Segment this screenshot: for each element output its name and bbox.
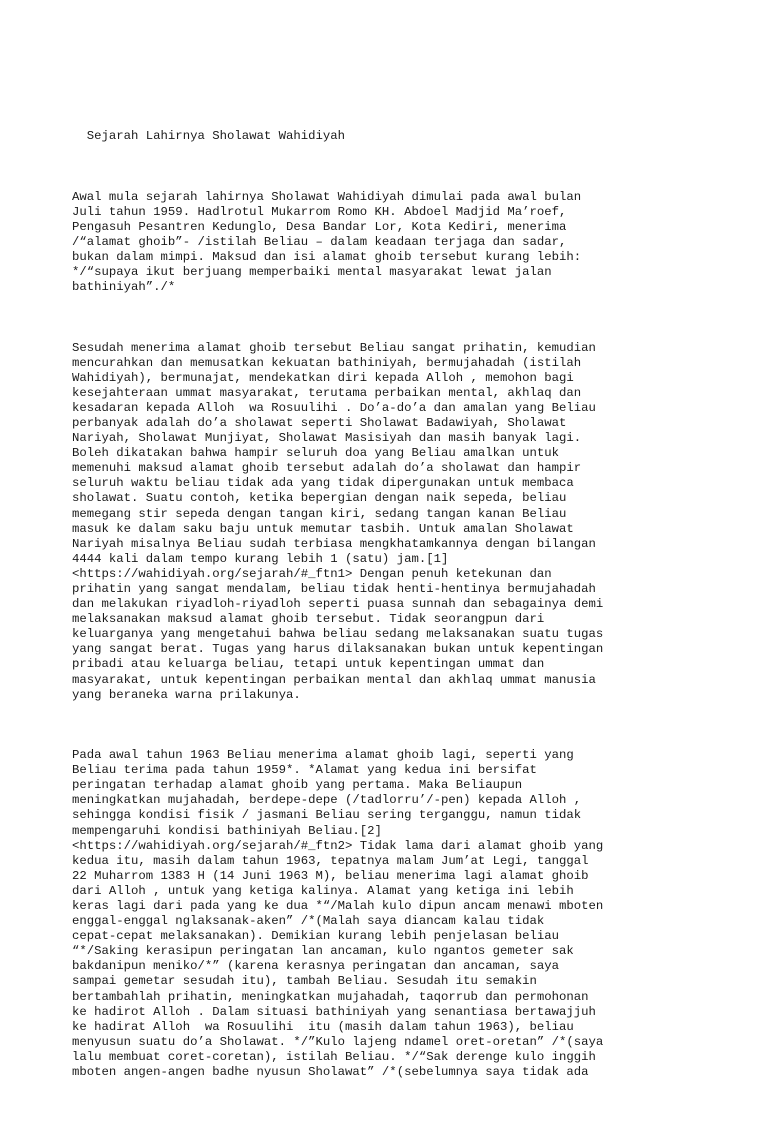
text-line: melaksanakan maksud alamat ghoib tersebut. Tidak seorangpun dari bbox=[72, 612, 545, 627]
text-line: meningkatkan mujahadah, berdepe-depe (/tadlorru’/-pen) kepada Alloh , bbox=[72, 793, 582, 808]
text-line: bukan dalam mimpi. Maksud dan isi alamat ghoib tersebut kurang lebih: bbox=[72, 249, 582, 264]
text-line: menyusun suatu do’a Sholawat. */”Kulo lajeng ndamel oret-oretan” /*(saya bbox=[72, 1034, 604, 1049]
text-line: cepat-cepat melaksanakan). Demikian kurang lebih penjelasan beliau bbox=[72, 929, 560, 944]
text-line: enggal-enggal nglaksanak-aken” /*(Malah saya diancam kalau tidak bbox=[72, 914, 545, 929]
text-line: */“supaya ikut berjuang memperbaiki mental masyarakat lewat jalan bbox=[72, 265, 552, 280]
text-line: “*/Saking kerasipun peringatan lan ancaman, kulo ngantos gemeter sak bbox=[72, 944, 574, 959]
text-line: 22 Muharrom 1383 H (14 Juni 1963 M), beliau menerima lagi alamat ghoib bbox=[72, 868, 589, 883]
text-line: lalu membuat coret-coretan), istilah Beliau. */“Sak derenge kulo inggih bbox=[72, 1049, 596, 1064]
text-line: prihatin yang sangat mendalam, beliau tidak henti-hentinya bermujahadah bbox=[72, 582, 596, 596]
text-line: Beliau terima pada tahun 1959*. *Alamat yang kedua ini bersifat bbox=[72, 763, 537, 778]
text-line: mempengaruhi kondisi bathiniyah Beliau.[2] bbox=[72, 823, 382, 838]
document-text bbox=[72, 99, 632, 1125]
text-line: Sesudah menerima alamat ghoib tersebut Beliau sangat prihatin, kemudian bbox=[72, 340, 596, 355]
text-line: Nariyah misalnya Beliau sudah terbiasa mengkhatamkannya dengan bilangan bbox=[72, 536, 596, 551]
text-line: bathiniyah”./* bbox=[72, 280, 176, 295]
text-line: <https://wahidiyah.org/sejarah/#_ftn1> Dengan penuh ketekunan dan bbox=[72, 566, 552, 581]
text-line: dan melakukan riyadloh-riyadloh seperti puasa sunnah dan sebagainya demi bbox=[72, 597, 604, 612]
text-line: masuk ke dalam saku baju untuk memutar tasbih. Untuk amalan Sholawat bbox=[72, 521, 574, 536]
text-line: yang sangat berat. Tugas yang harus dilaksanakan bukan untuk kepentingan bbox=[72, 642, 604, 657]
paragraph-3 bbox=[72, 748, 632, 1080]
text-line: kesadaran kepada Alloh wa Rosuulihi . Do’a-do’a dan amalan yang Beliau bbox=[72, 400, 596, 415]
text-line: memegang stir sepeda dengan tangan kiri, sedang tangan kanan Beliau bbox=[72, 506, 567, 521]
text-line: Pengasuh Pesantren Kedunglo, Desa Bandar Lor, Kota Kediri, menerima bbox=[72, 219, 567, 234]
text-line: keras lagi dari pada yang ke dua *“/Malah kulo dipun ancam menawi mboten bbox=[72, 898, 604, 913]
text-line: seluruh waktu beliau tidak ada yang tidak dipergunakan untuk membaca bbox=[72, 476, 574, 491]
text-line: Nariyah, Sholawat Munjiyat, Sholawat Masisiyah dan masih banyak lagi. bbox=[72, 431, 582, 446]
text-line: Wahidiyah), bermunajat, mendekatkan diri kepada Alloh , memohon bagi bbox=[72, 370, 574, 385]
text-line: 4444 kali dalam tempo kurang lebih 1 (satu) jam.[1] bbox=[72, 551, 449, 566]
text-line: bertambahlah prihatin, meningkatkan mujahadah, taqorrub dan permohonan bbox=[72, 989, 589, 1004]
paragraph-1 bbox=[72, 190, 632, 296]
text-line: sehingga kondisi fisik / jasmani Beliau sering terganggu, namun tidak bbox=[72, 808, 582, 823]
text-line: mboten angen-angen badhe nyusun Sholawat” /*(sebelumnya saya tidak ada bbox=[72, 1065, 589, 1079]
text-line: Boleh dikatakan bahwa hampir seluruh doa yang Beliau amalkan untuk bbox=[72, 446, 560, 461]
text-line: yang beraneka warna prilakunya. bbox=[72, 687, 301, 702]
text-line: sholawat. Suatu contoh, ketika bepergian dengan naik sepeda, beliau bbox=[72, 491, 567, 506]
text-line: ke hadirat Alloh wa Rosuulihi itu (masih dalam tahun 1963), beliau bbox=[72, 1019, 574, 1034]
text-line: /“alamat ghoib”- /istilah Beliau – dalam keadaan terjaga dan sadar, bbox=[72, 234, 567, 249]
text-line: keluarganya yang mengetahui bahwa beliau sedang melaksanakan suatu tugas bbox=[72, 627, 604, 642]
text-line: perbanyak adalah do’a sholawat seperti Sholawat Badawiyah, Sholawat bbox=[72, 415, 567, 430]
text-line: ke hadirot Alloh . Dalam situasi bathiniyah yang senantiasa bertawajjuh bbox=[72, 1004, 596, 1019]
text-line: mencurahkan dan memusatkan kekuatan bathiniyah, bermujahadah (istilah bbox=[72, 355, 582, 370]
text-line: memenuhi maksud alamat ghoib tersebut adalah do’a sholawat dan hampir bbox=[72, 461, 582, 476]
document-title: Sejarah Lahirnya Sholawat Wahidiyah bbox=[72, 129, 346, 144]
text-line: Pada awal tahun 1963 Beliau menerima alamat ghoib lagi, seperti yang bbox=[72, 748, 574, 763]
text-line: Juli tahun 1959. Hadlrotul Mukarrom Romo KH. Abdoel Madjid Ma’roef, bbox=[72, 204, 567, 219]
text-line: sampai gemetar sesudah itu), tambah Beliau. Sesudah itu semakin bbox=[72, 974, 537, 989]
text-line: peringatan terhadap alamat ghoib yang pertama. Maka Beliaupun bbox=[72, 778, 523, 793]
text-line: dari Alloh , untuk yang ketiga kalinya. Alamat yang ketiga ini lebih bbox=[72, 883, 574, 898]
text-line: <https://wahidiyah.org/sejarah/#_ftn2> Tidak lama dari alamat ghoib yang bbox=[72, 838, 604, 853]
text-line: kesejahteraan ummat masyarakat, terutama perbaikan mental, akhlaq dan bbox=[72, 385, 582, 400]
text-line: kedua itu, masih dalam tahun 1963, tepatnya malam Jum’at Legi, tanggal bbox=[72, 853, 589, 868]
paragraph-2 bbox=[72, 341, 632, 703]
text-line: bakdanipun meniko/*” (karena kerasnya peringatan dan ancaman, saya bbox=[72, 959, 560, 974]
text-line: masyarakat, untuk kepentingan perbaikan mental dan akhlaq ummat manusia bbox=[72, 672, 596, 687]
text-line: Awal mula sejarah lahirnya Sholawat Wahidiyah dimulai pada awal bulan bbox=[72, 189, 582, 204]
text-line: pribadi atau keluarga beliau, tetapi untuk kepentingan ummat dan bbox=[72, 657, 545, 672]
